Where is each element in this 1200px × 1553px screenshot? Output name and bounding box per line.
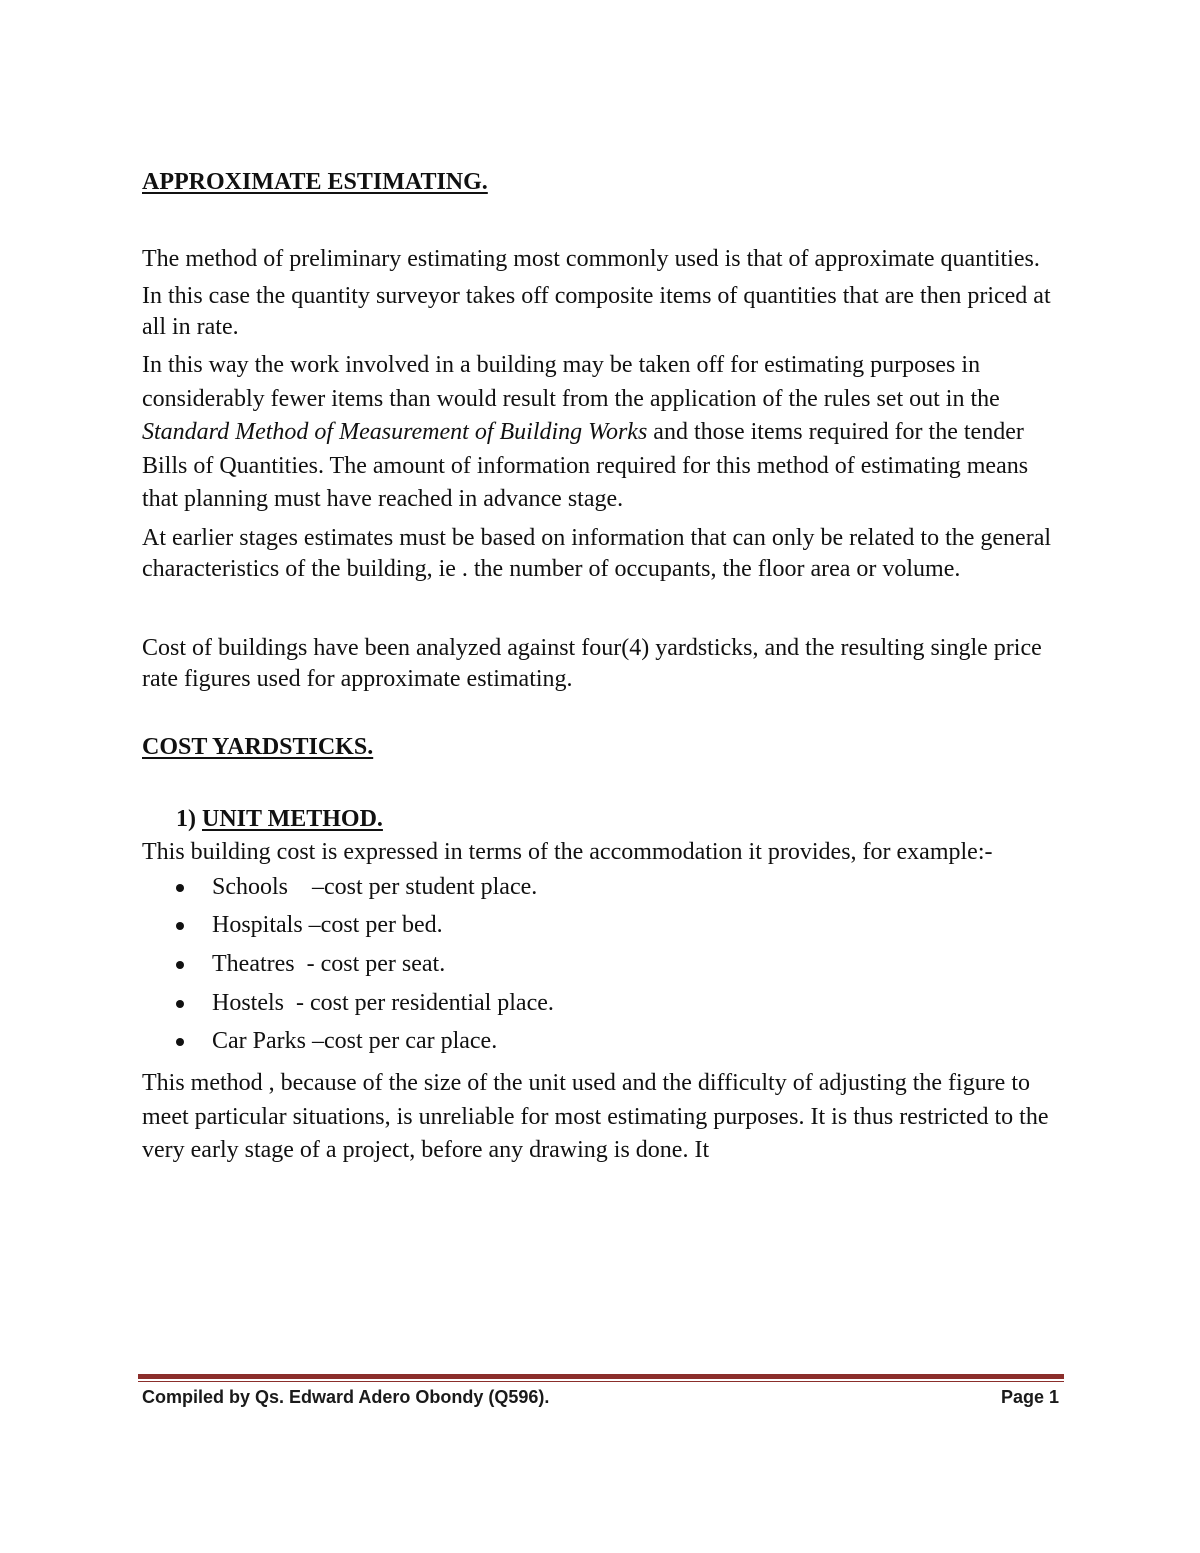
list-item (142, 868, 1062, 907)
document-title: APPROXIMATE ESTIMATING. (142, 169, 488, 195)
cost-yardsticks-heading: COST YARDSTICKS. (142, 733, 374, 760)
list-item-text: Theatres - cost per seat. (212, 950, 446, 977)
spacer (142, 591, 1062, 633)
unit-method-heading (176, 803, 1062, 835)
list-item-text: Hospitals –cost per bed. (212, 912, 443, 939)
footer-compiled-by: Compiled by Qs. Edward Adero Obondy (Q596). (142, 1387, 550, 1407)
paragraph-fewer-items-start: In this way the work involved in a building may be taken off for estimating purposes in considerably fewer items than would result from the application of the rules set out in the (142, 352, 1000, 412)
footer-rule-thin (138, 1381, 1064, 1382)
smm-title: Standard Method of Measurement of Building Works (142, 419, 648, 445)
list-item (142, 945, 1062, 984)
list-item (142, 906, 1062, 945)
list-item-text: Hostels - cost per residential place. (212, 989, 554, 1016)
paragraph-fewer-items-end: and those items required for the tender Bills of Quantities. The amount of information required for this method of estimating means that planning must have reached in advance stage. (142, 419, 1029, 512)
paragraph-earlier-stages: At earlier stages estimates must be based on information that can only be related to the general characteristics of the building, ie . the number of occupants, the floor area or volume. (142, 524, 1052, 582)
bullet-icon (176, 961, 184, 969)
footer-page-number: Page 1 (1000, 1387, 1059, 1407)
list-item (142, 984, 1062, 1023)
paragraph-fewer-items (142, 349, 1062, 517)
list-item-text: Schools –cost per student place. (212, 873, 538, 900)
bullet-icon (176, 1000, 184, 1008)
paragraph-yardsticks-intro: Cost of buildings have been analyzed against four(4) yardsticks, and the resulting single price rate figures used for approximate estimating. (142, 634, 1042, 692)
unit-method-title: UNIT METHOD. (202, 805, 383, 832)
unit-method-conclusion: This method , because of the size of the unit used and the difficulty of adjusting the figure to meet particular situations, is unreliable for most estimating purposes. It is thus restricted to the very early stage of a project, before any drawing is done. It (142, 1070, 1049, 1164)
page-body (142, 166, 1062, 1174)
unit-method-intro: This building cost is expressed in terms of the accommodation it provides, for example:- (142, 838, 993, 865)
paragraph-composite-items: In this case the quantity surveyor takes off composite items of quantities that are then priced at all in rate. (142, 283, 1051, 340)
unit-method-number: 1) (176, 805, 196, 832)
footer-rule (138, 1374, 1064, 1379)
unit-examples-list (142, 868, 1062, 1062)
bullet-icon (176, 884, 184, 892)
bullet-icon (176, 922, 184, 930)
paragraph-preliminary-method: The method of preliminary estimating most commonly used is that of approximate quantities. (142, 246, 1040, 272)
list-item (142, 1022, 1062, 1061)
bullet-icon (176, 1038, 184, 1046)
list-item-text: Car Parks –cost per car place. (212, 1028, 498, 1055)
